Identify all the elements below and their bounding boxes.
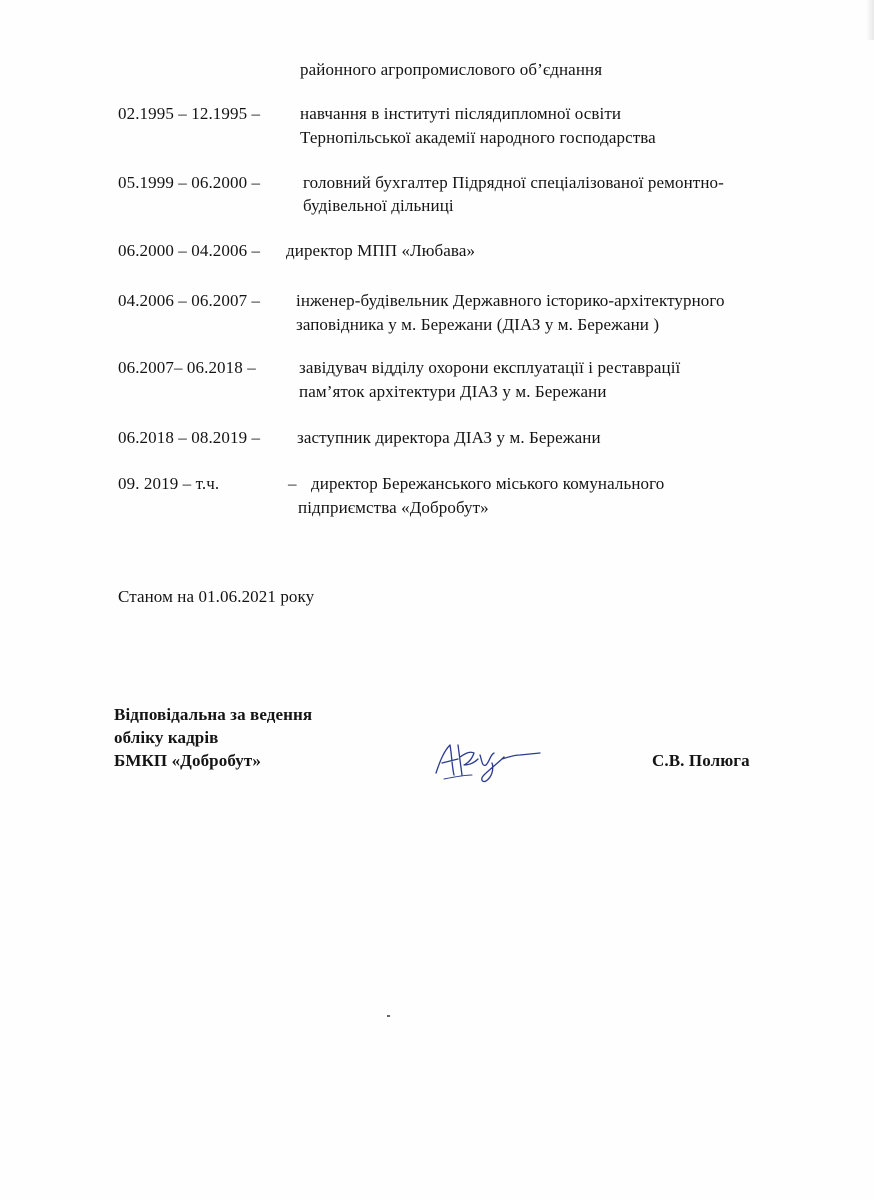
entry-2-period: 05.1999 – 06.2000 –: [118, 173, 261, 192]
signoff-position-line-3: БМКП «Добробут»: [114, 751, 261, 770]
entry-6-period: 06.2018 – 08.2019 –: [118, 428, 261, 447]
page-edge-shadow: [866, 0, 874, 40]
handwritten-signature: [428, 735, 546, 785]
entry-5-text-line-1: завідувач відділу охорони експлуатації і реставрації: [299, 358, 681, 377]
entry-7-dash: –: [288, 474, 297, 493]
signoff-position-line-2: обліку кадрів: [114, 728, 219, 747]
entry-4-text-line-1: інженер-будівельник Державного історико-архітектурного: [296, 291, 725, 310]
entry-1-text-line-1: навчання в інституті післядипломної освіти: [300, 104, 622, 123]
employment-continuation-line: районного агропромислового об’єднання: [300, 60, 603, 79]
entry-6-text-line-1: заступник директора ДІАЗ у м. Бережани: [297, 428, 601, 447]
entry-2-text-line-2: будівельної дільниці: [303, 196, 454, 215]
entry-4-period: 04.2006 – 06.2007 –: [118, 291, 261, 310]
entry-3-text-line-1: директор МПП «Любава»: [286, 241, 476, 260]
signatory-name: С.В. Полюга: [652, 751, 750, 770]
entry-7-text-line-1: директор Бережанського міського комунального: [311, 474, 665, 493]
entry-2-text-line-1: головний бухгалтер Підрядної спеціалізованої ремонтно-: [303, 173, 724, 192]
entry-5-period: 06.2007– 06.2018 –: [118, 358, 256, 377]
as-of-date: Станом на 01.06.2021 року: [118, 587, 315, 606]
entry-1-text-line-2: Тернопільської академії народного господарства: [300, 128, 656, 147]
entry-5-text-line-2: пам’яток архітектури ДІАЗ у м. Бережани: [299, 382, 607, 401]
entry-1-period: 02.1995 – 12.1995 –: [118, 104, 261, 123]
stray-mark: [387, 1015, 390, 1017]
signoff-position-line-1: Відповідальна за ведення: [114, 705, 313, 724]
entry-7-period: 09. 2019 – т.ч.: [118, 474, 220, 493]
entry-3-period: 06.2000 – 04.2006 –: [118, 241, 261, 260]
entry-7-text-line-2: підприємства «Добробут»: [298, 498, 489, 517]
entry-4-text-line-2: заповідника у м. Бережани (ДІАЗ у м. Бережани ): [296, 315, 660, 334]
